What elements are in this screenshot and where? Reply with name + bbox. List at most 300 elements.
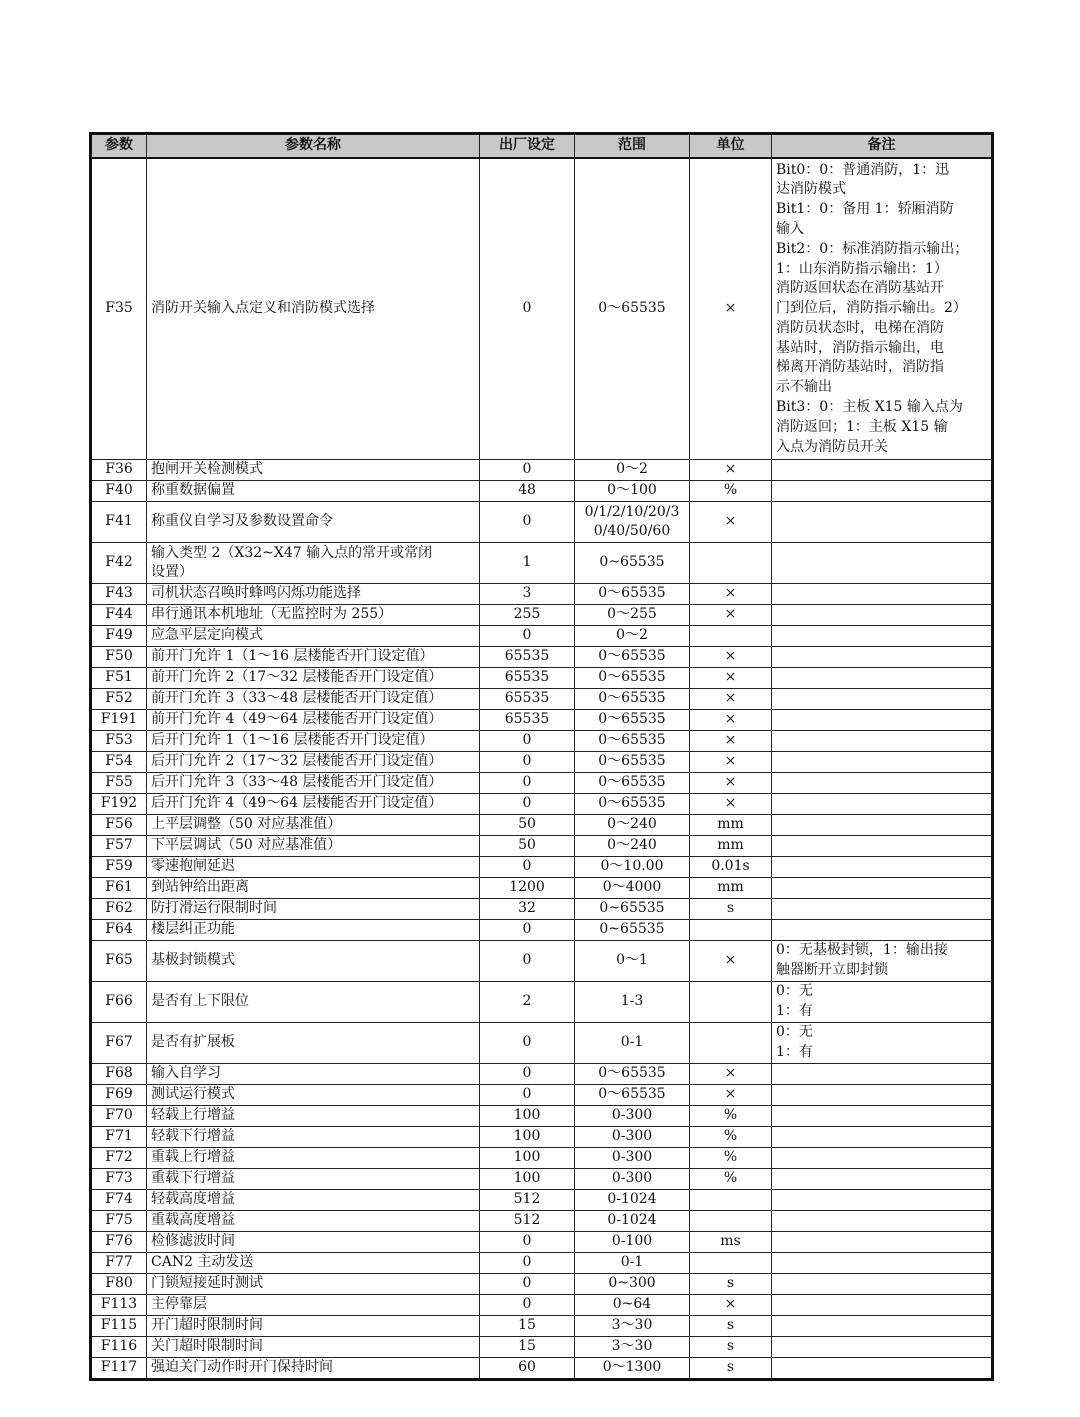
param-range: 0～1 (575, 941, 690, 982)
param-range (575, 502, 690, 543)
param-unit (690, 626, 772, 647)
param-code: F74 (91, 1190, 147, 1211)
param-code: F55 (91, 773, 147, 794)
param-range: 0-1 (575, 1023, 690, 1064)
param-name: 司机状态召唤时蜂鸣闪烁功能选择 (147, 584, 480, 605)
param-code: F117 (91, 1358, 147, 1380)
param-name: CAN2 主动发送 (147, 1253, 480, 1274)
param-default: 0 (480, 502, 575, 543)
param-name: 关门超时限制时间 (147, 1337, 480, 1358)
param-range: 0～65535 (575, 1085, 690, 1106)
param-name: 上平层调整（50 对应基准值） (147, 815, 480, 836)
param-code: F51 (91, 668, 147, 689)
param-name: 下平层调试（50 对应基准值） (147, 836, 480, 857)
param-unit (690, 1190, 772, 1211)
param-default: 0 (480, 941, 575, 982)
param-unit (690, 920, 772, 941)
table-row (91, 1253, 993, 1274)
param-note-line: Bit2：0：标准消防指示输出； (776, 240, 969, 257)
param-unit: s (690, 899, 772, 920)
param-range: 0～2 (575, 460, 690, 481)
param-name: 是否有上下限位 (147, 982, 480, 1023)
param-name: 轻载高度增益 (147, 1190, 480, 1211)
param-default: 0 (480, 731, 575, 752)
param-note-line: 触器断开立即封锁 (776, 962, 888, 978)
param-name: 轻载下行增益 (147, 1127, 480, 1148)
param-unit (690, 543, 772, 584)
param-unit: × (690, 647, 772, 668)
param-note-line: 输入 (776, 220, 804, 237)
param-code: F67 (91, 1023, 147, 1064)
param-unit: % (690, 1106, 772, 1127)
param-unit: × (690, 158, 772, 460)
param-default: 1 (480, 543, 575, 584)
param-code: F56 (91, 815, 147, 836)
param-note (772, 158, 993, 460)
param-default: 0 (480, 857, 575, 878)
param-name: 开门超时限制时间 (147, 1316, 480, 1337)
param-default: 48 (480, 481, 575, 502)
table-row (91, 647, 993, 668)
table-row (91, 752, 993, 773)
param-name: 门锁短接延时测试 (147, 1274, 480, 1295)
param-unit: ms (690, 1232, 772, 1253)
param-default: 65535 (480, 647, 575, 668)
param-unit: s (690, 1274, 772, 1295)
param-range: 0~65535 (575, 543, 690, 584)
param-code: F192 (91, 794, 147, 815)
param-range: 0～240 (575, 836, 690, 857)
table-row (91, 1232, 993, 1253)
param-note-line: 1：山东消防指示输出：1） (776, 260, 948, 277)
param-note (772, 710, 993, 731)
param-note (772, 689, 993, 710)
param-unit: 0.01s (690, 857, 772, 878)
param-default: 15 (480, 1337, 575, 1358)
table-row (91, 1295, 993, 1316)
param-note (772, 668, 993, 689)
param-unit: % (690, 1169, 772, 1190)
param-code: F73 (91, 1169, 147, 1190)
param-name: 是否有扩展板 (147, 1023, 480, 1064)
param-default: 0 (480, 920, 575, 941)
param-range: 0~64 (575, 1295, 690, 1316)
param-code: F191 (91, 710, 147, 731)
table-row (91, 605, 993, 626)
table-row (91, 773, 993, 794)
param-unit: % (690, 1148, 772, 1169)
param-code: F41 (91, 502, 147, 543)
param-default: 32 (480, 899, 575, 920)
param-code: F70 (91, 1106, 147, 1127)
param-default: 512 (480, 1211, 575, 1232)
param-range: 0～65535 (575, 668, 690, 689)
param-name: 应急平层定向模式 (147, 626, 480, 647)
param-default: 0 (480, 1253, 575, 1274)
param-range: 0～240 (575, 815, 690, 836)
param-default: 0 (480, 1023, 575, 1064)
param-range: 0～65535 (575, 731, 690, 752)
param-unit: × (690, 668, 772, 689)
param-name: 前开门允许 3（33～48 层楼能否开门设定值） (147, 689, 480, 710)
param-unit: × (690, 752, 772, 773)
table-row (91, 1127, 993, 1148)
param-range: 0~300 (575, 1274, 690, 1295)
param-note-line: 基站时，消防指示输出，电 (776, 339, 944, 356)
param-unit: mm (690, 878, 772, 899)
param-code: F115 (91, 1316, 147, 1337)
table-row (91, 1064, 993, 1085)
param-range: 0-1024 (575, 1190, 690, 1211)
param-name: 基极封锁模式 (147, 941, 480, 982)
param-unit: × (690, 689, 772, 710)
param-note (772, 1127, 993, 1148)
parameter-table (89, 132, 994, 1381)
param-name: 重载高度增益 (147, 1211, 480, 1232)
param-note (772, 982, 993, 1023)
param-note-line: 1：有 (776, 1003, 813, 1019)
param-note (772, 1211, 993, 1232)
param-note-line: 梯离开消防基站时，消防指 (776, 359, 944, 376)
param-note (772, 1316, 993, 1337)
param-range: 0～65535 (575, 689, 690, 710)
param-note-line: 0：无 (776, 1024, 813, 1041)
param-default: 65535 (480, 668, 575, 689)
param-code: F36 (91, 460, 147, 481)
table-row (91, 1169, 993, 1190)
param-name: 到站钟给出距离 (147, 878, 480, 899)
param-default: 65535 (480, 710, 575, 731)
table-row (91, 1211, 993, 1232)
param-unit: mm (690, 815, 772, 836)
table-row (91, 668, 993, 689)
param-range-line: 0/40/50/60 (593, 523, 671, 539)
table-row (91, 794, 993, 815)
param-range: 0～65535 (575, 752, 690, 773)
param-code: F65 (91, 941, 147, 982)
param-name: 称重数据偏置 (147, 481, 480, 502)
param-name: 检修滤波时间 (147, 1232, 480, 1253)
table-row (91, 626, 993, 647)
param-unit: % (690, 481, 772, 502)
param-default: 0 (480, 1232, 575, 1253)
param-note-line: 消防返回状态在消防基站开 (776, 280, 944, 297)
table-row (91, 857, 993, 878)
table-row (91, 941, 993, 982)
param-unit: s (690, 1358, 772, 1380)
param-default: 2 (480, 982, 575, 1023)
param-code: F80 (91, 1274, 147, 1295)
param-range: 0～65535 (575, 710, 690, 731)
param-code: F57 (91, 836, 147, 857)
param-unit: × (690, 1085, 772, 1106)
header-code: 参数 (91, 134, 147, 159)
param-code: F52 (91, 689, 147, 710)
param-note-line: Bit0：0：普通消防，1：迅 (776, 161, 950, 178)
table-row (91, 731, 993, 752)
param-note-line: 示不输出 (776, 379, 832, 396)
param-default: 100 (480, 1169, 575, 1190)
param-name: 楼层纠正功能 (147, 920, 480, 941)
param-name: 后开门允许 3（33～48 层楼能否开门设定值） (147, 773, 480, 794)
param-range: 0～10.00 (575, 857, 690, 878)
param-note (772, 1106, 993, 1127)
param-note (772, 773, 993, 794)
param-note (772, 836, 993, 857)
param-note (772, 1295, 993, 1316)
param-unit (690, 1023, 772, 1064)
header-unit: 单位 (690, 134, 772, 159)
param-note (772, 481, 993, 502)
param-code: F68 (91, 1064, 147, 1085)
table-row (91, 1358, 993, 1380)
param-default: 0 (480, 1274, 575, 1295)
param-name: 测试运行模式 (147, 1085, 480, 1106)
param-default: 1200 (480, 878, 575, 899)
param-note (772, 1023, 993, 1064)
param-name: 抱闸开关检测模式 (147, 460, 480, 481)
param-range: 0～1300 (575, 1358, 690, 1380)
table-row (91, 689, 993, 710)
param-note (772, 543, 993, 584)
header-name: 参数名称 (147, 134, 480, 159)
table-row (91, 1085, 993, 1106)
param-note (772, 605, 993, 626)
param-code: F113 (91, 1295, 147, 1316)
param-unit: × (690, 941, 772, 982)
param-range-line: 0/1/2/10/20/3 (584, 504, 680, 520)
param-note-line: 0：无基极封锁，1：输出接 (776, 942, 948, 959)
param-default: 0 (480, 752, 575, 773)
table-row (91, 1106, 993, 1127)
param-range: 0-300 (575, 1106, 690, 1127)
param-code: F50 (91, 647, 147, 668)
param-note (772, 647, 993, 668)
param-range: 3～30 (575, 1337, 690, 1358)
param-note (772, 460, 993, 481)
param-name: 消防开关输入点定义和消防模式选择 (147, 158, 480, 460)
param-name: 重载下行增益 (147, 1169, 480, 1190)
param-default: 50 (480, 815, 575, 836)
param-name: 主停靠层 (147, 1295, 480, 1316)
param-name: 串行通讯本机地址（无监控时为 255） (147, 605, 480, 626)
param-note (772, 626, 993, 647)
param-note (772, 899, 993, 920)
header-note: 备注 (772, 134, 993, 159)
param-note (772, 815, 993, 836)
param-note (772, 1190, 993, 1211)
table-row (91, 1274, 993, 1295)
param-note-line: 消防返回；1：主板 X15 输 (776, 418, 948, 435)
param-range: 0～255 (575, 605, 690, 626)
table-row (91, 502, 993, 543)
param-code: F44 (91, 605, 147, 626)
table-row (91, 481, 993, 502)
table-row (91, 982, 993, 1023)
param-default: 0 (480, 794, 575, 815)
table-row (91, 1337, 993, 1358)
param-name: 输入自学习 (147, 1064, 480, 1085)
param-name: 后开门允许 2（17～32 层楼能否开门设定值） (147, 752, 480, 773)
param-default: 100 (480, 1106, 575, 1127)
param-code: F72 (91, 1148, 147, 1169)
param-note-line: Bit3：0：主板 X15 输入点为 (776, 399, 963, 416)
param-note (772, 1337, 993, 1358)
param-note (772, 941, 993, 982)
table-row (91, 1023, 993, 1064)
param-default: 50 (480, 836, 575, 857)
param-range: 0-300 (575, 1127, 690, 1148)
param-range: 1-3 (575, 982, 690, 1023)
param-range: 0～2 (575, 626, 690, 647)
param-default: 65535 (480, 689, 575, 710)
param-range: 0~65535 (575, 920, 690, 941)
param-note-line: 消防员状态时，电梯在消防 (776, 319, 944, 336)
param-note (772, 878, 993, 899)
table-header-row (91, 134, 993, 159)
param-range: 3～30 (575, 1316, 690, 1337)
param-note (772, 502, 993, 543)
param-code: F59 (91, 857, 147, 878)
param-unit (690, 1253, 772, 1274)
param-code: F116 (91, 1337, 147, 1358)
param-unit: × (690, 710, 772, 731)
param-default: 60 (480, 1358, 575, 1380)
param-default: 0 (480, 773, 575, 794)
param-note-line: Bit1：0：备用 1：轿厢消防 (776, 201, 954, 218)
table-row (91, 815, 993, 836)
param-code: F53 (91, 731, 147, 752)
table-row (91, 899, 993, 920)
param-note (772, 1169, 993, 1190)
param-default: 255 (480, 605, 575, 626)
param-name (147, 543, 480, 584)
header-default: 出厂设定 (480, 134, 575, 159)
param-unit: × (690, 460, 772, 481)
param-name: 后开门允许 4（49～64 层楼能否开门设定值） (147, 794, 480, 815)
table-row (91, 1190, 993, 1211)
param-note (772, 752, 993, 773)
table-row (91, 1148, 993, 1169)
param-name: 前开门允许 4（49～64 层楼能否开门设定值） (147, 710, 480, 731)
param-code: F54 (91, 752, 147, 773)
param-note (772, 794, 993, 815)
param-unit: s (690, 1316, 772, 1337)
param-note-line: 门到位后，消防指示输出。2） (776, 300, 967, 317)
param-default: 0 (480, 460, 575, 481)
table-row (91, 460, 993, 481)
param-name: 前开门允许 1（1～16 层楼能否开门设定值） (147, 647, 480, 668)
param-default: 0 (480, 1295, 575, 1316)
param-note (772, 857, 993, 878)
param-code: F43 (91, 584, 147, 605)
param-note (772, 731, 993, 752)
table-row (91, 158, 993, 460)
param-unit: × (690, 584, 772, 605)
param-note (772, 1358, 993, 1380)
table-row (91, 584, 993, 605)
param-unit: s (690, 1337, 772, 1358)
param-range: 0~65535 (575, 899, 690, 920)
param-range: 0～4000 (575, 878, 690, 899)
table-row (91, 920, 993, 941)
param-range: 0-100 (575, 1232, 690, 1253)
param-code: F69 (91, 1085, 147, 1106)
param-unit: % (690, 1127, 772, 1148)
param-unit: × (690, 502, 772, 543)
param-default: 15 (480, 1316, 575, 1337)
table-row (91, 878, 993, 899)
param-note-line: 入点为消防员开关 (776, 438, 888, 455)
param-unit: × (690, 605, 772, 626)
param-default: 100 (480, 1148, 575, 1169)
param-name-line: 设置） (151, 564, 193, 580)
param-unit (690, 1211, 772, 1232)
param-name: 防打滑运行限制时间 (147, 899, 480, 920)
param-note (772, 1232, 993, 1253)
table-row (91, 543, 993, 584)
param-range: 0-1 (575, 1253, 690, 1274)
param-name: 称重仪自学习及参数设置命令 (147, 502, 480, 543)
param-range: 0～65535 (575, 647, 690, 668)
param-note-line: 1：有 (776, 1044, 813, 1060)
param-unit: × (690, 1064, 772, 1085)
param-range: 0～65535 (575, 584, 690, 605)
table-row (91, 710, 993, 731)
param-code: F75 (91, 1211, 147, 1232)
param-note-line: 达消防模式 (776, 181, 846, 198)
param-note (772, 584, 993, 605)
param-name: 零速抱闸延迟 (147, 857, 480, 878)
param-code: F40 (91, 481, 147, 502)
param-range: 0-300 (575, 1169, 690, 1190)
param-range: 0～65535 (575, 773, 690, 794)
param-name: 重载上行增益 (147, 1148, 480, 1169)
param-unit: mm (690, 836, 772, 857)
param-note-line: 0：无 (776, 983, 813, 1000)
param-range: 0～65535 (575, 794, 690, 815)
param-default: 3 (480, 584, 575, 605)
param-note (772, 1148, 993, 1169)
param-note (772, 920, 993, 941)
param-range: 0～100 (575, 481, 690, 502)
param-range: 0-1024 (575, 1211, 690, 1232)
param-code: F42 (91, 543, 147, 584)
param-default: 0 (480, 626, 575, 647)
param-default: 0 (480, 1064, 575, 1085)
param-name: 强迫关门动作时开门保持时间 (147, 1358, 480, 1380)
param-name-line: 输入类型 2（X32~X47 输入点的常开或常闭 (151, 545, 433, 561)
param-code: F66 (91, 982, 147, 1023)
param-range: 0-300 (575, 1148, 690, 1169)
param-name: 后开门允许 1（1～16 层楼能否开门设定值） (147, 731, 480, 752)
param-unit: × (690, 794, 772, 815)
param-code: F61 (91, 878, 147, 899)
table-row (91, 836, 993, 857)
param-code: F76 (91, 1232, 147, 1253)
param-default: 512 (480, 1190, 575, 1211)
param-range: 0～65535 (575, 158, 690, 460)
param-code: F64 (91, 920, 147, 941)
param-name: 轻载上行增益 (147, 1106, 480, 1127)
param-unit: × (690, 1295, 772, 1316)
param-unit: × (690, 731, 772, 752)
param-note (772, 1253, 993, 1274)
param-range: 0～65535 (575, 1064, 690, 1085)
param-code: F62 (91, 899, 147, 920)
param-note (772, 1085, 993, 1106)
param-unit (690, 982, 772, 1023)
